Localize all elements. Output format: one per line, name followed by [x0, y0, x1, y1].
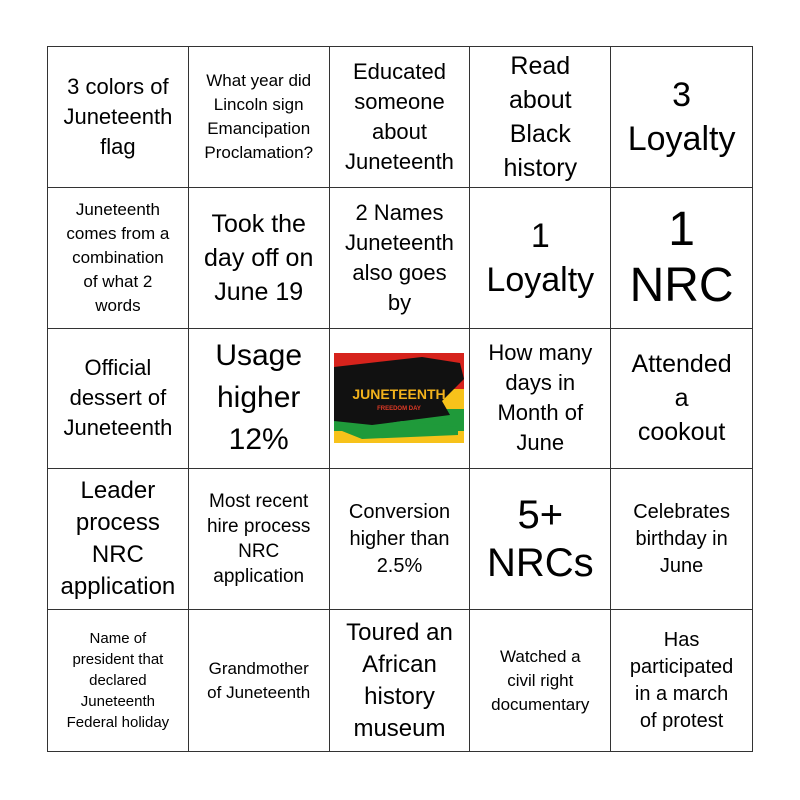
cell-text: Celebrates birthday in June — [633, 500, 730, 577]
cell-text: Read about Black history — [503, 51, 578, 182]
juneteenth-banner-image — [332, 349, 466, 447]
cell-text: Conversion higher than 2.5% — [348, 500, 451, 577]
cell-text: Most recent hire process NRC application — [206, 491, 311, 588]
cell-text: Has participated in a march of protest — [629, 628, 734, 732]
bingo-cell[interactable] — [330, 610, 471, 751]
cell-text: 5+ NRCs — [486, 493, 594, 586]
cell-text: 3 colors of Juneteenth flag — [63, 73, 173, 159]
bingo-cell[interactable] — [189, 469, 330, 610]
bingo-cell[interactable] — [470, 47, 611, 188]
banner-title: JUNETEENTH — [352, 386, 447, 403]
bingo-cell[interactable] — [611, 329, 752, 470]
bingo-cell[interactable] — [330, 47, 471, 188]
bingo-cell[interactable] — [470, 329, 611, 470]
bingo-cell[interactable] — [48, 188, 189, 329]
cell-text: How many days in Month of June — [488, 340, 593, 456]
cell-text: Usage higher 12% — [215, 339, 303, 457]
free-space — [330, 329, 471, 470]
bingo-board — [47, 46, 753, 752]
bingo-cell[interactable] — [470, 188, 611, 329]
bingo-cell[interactable] — [611, 610, 752, 751]
bingo-cell[interactable] — [48, 329, 189, 470]
cell-text: Toured an African history museum — [346, 618, 453, 742]
cell-text: Educated someone about Juneteenth — [345, 58, 454, 174]
bingo-cell[interactable] — [189, 47, 330, 188]
bingo-cell[interactable] — [611, 47, 752, 188]
cell-text: Grandmother of Juneteenth — [207, 658, 311, 702]
bingo-cell[interactable] — [470, 610, 611, 751]
cell-text: Watched a civil right documentary — [491, 646, 590, 714]
cell-text: Name of president that declared Juneteenth Federal holiday — [66, 630, 170, 732]
cell-text: Juneteenth comes from a combination of what 2 words — [66, 199, 170, 315]
cell-text: Leader process NRC application — [60, 477, 176, 601]
bingo-cell[interactable] — [189, 329, 330, 470]
bingo-cell[interactable] — [611, 469, 752, 610]
banner-subtitle: FREEDOM DAY — [377, 406, 422, 413]
bingo-cell[interactable] — [330, 469, 471, 610]
cell-text: 3 Loyalty — [627, 75, 736, 158]
cell-text: What year did Lincoln sign Emancipation Proclamation? — [204, 70, 314, 162]
bingo-cell[interactable] — [48, 47, 189, 188]
bingo-cell[interactable] — [470, 469, 611, 610]
bingo-cell[interactable] — [48, 610, 189, 751]
cell-text: 1 Loyalty — [486, 216, 595, 299]
cell-text: Official dessert of Juneteenth — [63, 355, 173, 441]
cell-text: 2 Names Juneteenth also goes by — [345, 199, 454, 315]
bingo-cell[interactable] — [48, 469, 189, 610]
cell-text: Took the day off on June 19 — [204, 209, 314, 306]
bingo-cell[interactable] — [189, 188, 330, 329]
cell-text: Attended a cookout — [631, 350, 732, 447]
bingo-cell[interactable] — [189, 610, 330, 751]
bingo-cell[interactable] — [611, 188, 752, 329]
cell-text: 1 NRC — [629, 202, 734, 312]
bingo-cell[interactable] — [330, 188, 471, 329]
